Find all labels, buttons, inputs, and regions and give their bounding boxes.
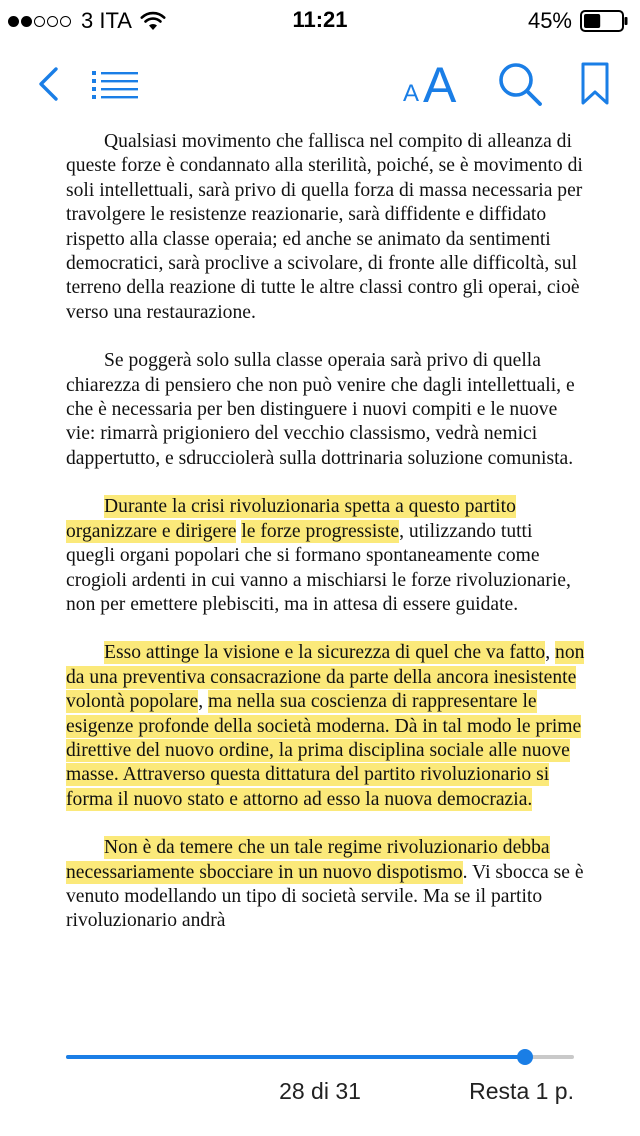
carrier-name: 3 ITA (81, 8, 132, 33)
text-run: . Vi sbocca se è venuto modellando un tipo di società servile. Ma se il partito rivoluzionario andrà (66, 861, 584, 932)
page-number: 28 di 31 (279, 1078, 361, 1104)
page-scrubber[interactable] (66, 1052, 574, 1062)
book-page-text[interactable] (66, 130, 586, 958)
battery-icon (580, 10, 628, 32)
status-bar (0, 0, 640, 40)
bookmark-icon[interactable] (579, 62, 611, 106)
paragraph (66, 836, 586, 934)
text-highlight[interactable]: Esso attinge la visione e la sicurezza di quel che va fatto (104, 642, 546, 664)
reader-toolbar (0, 52, 640, 116)
magnifier-icon[interactable] (496, 60, 544, 108)
text-run: , (198, 691, 209, 713)
progress-fill (66, 1055, 525, 1059)
font-small-label: A (403, 80, 420, 107)
pages-remaining: Resta 1 p. (469, 1078, 574, 1104)
font-size-button[interactable] (403, 57, 461, 113)
text-highlight[interactable]: non da una preventiva consacrazione da parte della ancora inesistente volontà popolare (66, 642, 585, 713)
text-run: , utilizzando tutti quegli organi popolari che si formano spontaneamente come crogioli ardenti in cui vanno a mischiarsi le forze rivoluzionarie, non per emettere plebisciti, ma in attesa di essere guidate. (66, 520, 571, 615)
progress-knob[interactable] (517, 1049, 533, 1065)
paragraph (66, 130, 586, 325)
font-big-label: A (423, 57, 457, 113)
text-highlight[interactable]: le forze progressiste (241, 520, 400, 542)
paragraph (66, 641, 586, 812)
text-highlight[interactable]: ma nella sua coscienza di rappresentare le esigenze profonde della società moderna. Dà in tal modo le prime direttive del nuovo ordine, la prima disciplina sociale alle nuove masse. Attraverso questa dittatura del partito rivoluzionario si forma il nuovo stato e attorno ad esso la nuova democrazia. (66, 691, 582, 810)
status-right (528, 8, 628, 34)
battery-percentage: 45% (527, 8, 572, 33)
text-run: Se poggerà solo sulla classe operaia sarà privo di quella chiarezza di pensiero che non può venire che dagli intellettuali, e che è necessaria per ben distinguere i nuovi compiti e le nuove vie: rimarrà prigioniero del vecchio classismo, vedrà nemici dappertutto, e sdrucciolerà sulla dottrinaria soluzione comunista. (66, 350, 575, 469)
chevron-left-icon[interactable] (34, 66, 64, 102)
text-run: , (545, 642, 556, 664)
text-run: Qualsiasi movimento che fallisca nel compito di alleanza di queste forze è condannato alla sterilità, poiché, se è movimento di soli intellettuali, sarà privo di quella forza di massa necessaria per travolgere le resistenze reazionarie, sarà diffidente e diffidato rispetto alla classe operaia; ed anche se animato da sentimenti democratici, sarà proclive a scivolare, di fronte alle difficoltà, sul terreno della reazione di tutte le altre classi contro gli operai, cioè verso una restaurazione. (66, 131, 583, 323)
paragraph (66, 349, 586, 471)
paragraph (66, 495, 586, 617)
status-time: 11:21 (292, 7, 348, 32)
list-icon[interactable] (92, 70, 138, 100)
text-highlight[interactable]: Non è da temere che un tale regime rivoluzionario debba necessariamente sbocciare in un nuovo dispotismo (66, 837, 550, 883)
text-highlight[interactable]: Durante la crisi rivoluzionaria spetta a questo partito organizzare e dirigere (66, 496, 516, 542)
